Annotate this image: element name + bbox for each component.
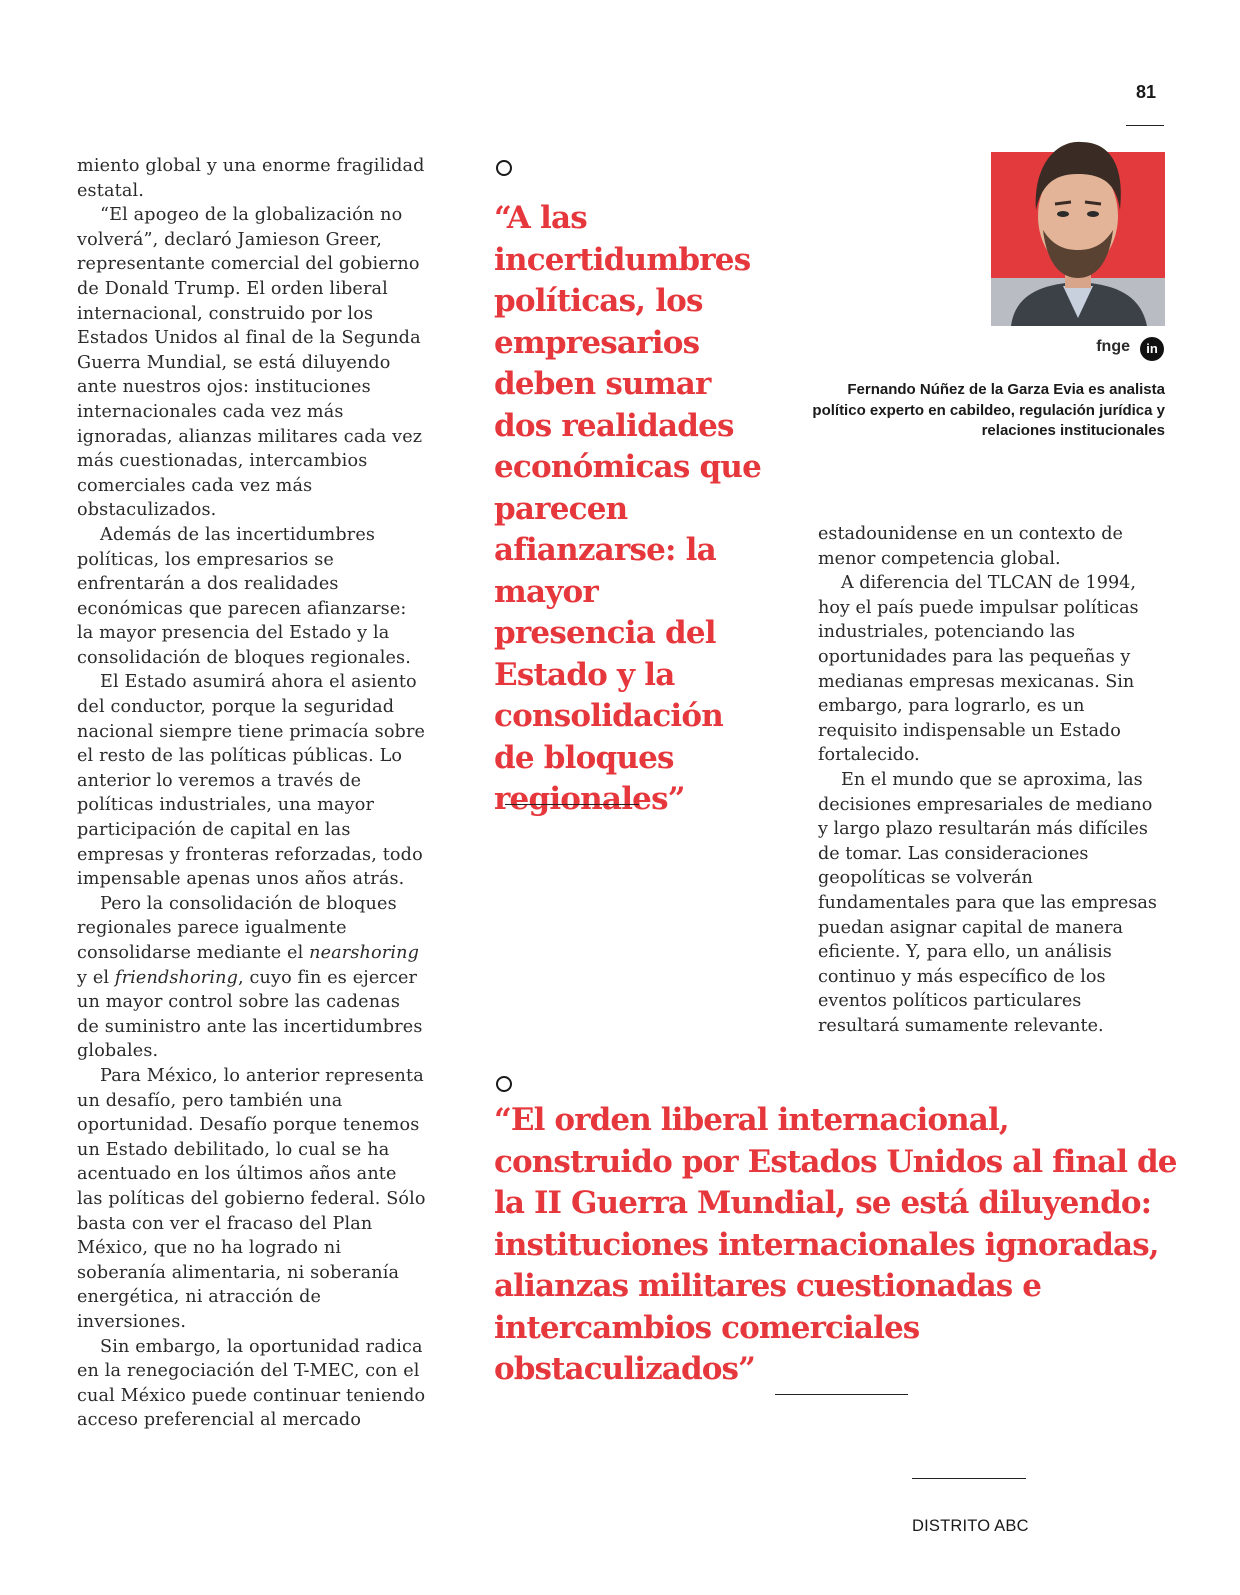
paragraph: Además de las incertidumbres políticas, los empresarios se enfrentarán a dos realidades económicas que parecen afianzarse: la mayor presencia del Estado y la consolidación de bloques regionales. <box>77 524 411 668</box>
paragraph: En el mundo que se aproxima, las decisiones empresariales de mediano y largo plazo resultarán más difíciles de tomar. Las consideraciones geopolíticas se volverán fundamentales para que las empresas puedan asignar capital de manera eficiente. Y, para ello, un análisis continuo y más específico de los eventos políticos particulares resultará sumamente relevante. <box>818 769 1157 1036</box>
circle-bullet-icon <box>496 1076 512 1092</box>
paragraph: Para México, lo anterior representa un desafío, pero también una oportunidad. Desafío porque tenemos un Estado debilitado, lo cual se ha acentuado en los últimos años ante las políticas del gobierno federal. Sólo basta con ver el fracaso del Plan México, que no ha logrado ni soberanía alimentaria, ni soberanía energética, ni atracción de inversiones. <box>77 1065 426 1332</box>
paragraph: estadounidense en un contexto de menor competencia global. <box>818 524 1123 569</box>
text-run: , cuyo fin es ejercer un mayor control sobre las cadenas de suministro ante las incertidumbres globales. <box>77 967 423 1062</box>
pull-quote: “El orden liberal internacional, construido por Estados Unidos al final de la II Guerra Mundial, se está diluyendo: instituciones internacionales ignoradas, alianzas militares cuestionadas e intercambios comerciales obstaculizados” <box>494 1102 1177 1387</box>
footer-rule <box>912 1478 1026 1479</box>
pull-quote: “A las incertidumbres políticas, los empresarios deben sumar dos realidades económicas que parecen afianzarse: la mayor presencia del Estado y la consolidación de bloques regionales” <box>494 200 762 817</box>
paragraph: A diferencia del TLCAN de 1994, hoy el país puede impulsar políticas industriales, potenciando las oportunidades para las pequeñas y medianas empresas mexicanas. Sin embargo, para lograrlo, es un requisito indispensable un Estado fortalecido. <box>818 573 1139 766</box>
emphasis: nearshoring <box>309 943 419 963</box>
author-bio: Fernando Núñez de la Garza Evia es analista político experto en cabildeo, regulación jurídica y relaciones institucionales <box>812 381 1165 439</box>
linkedin-icon[interactable]: in <box>1140 337 1164 361</box>
circle-bullet-icon <box>496 160 512 176</box>
paragraph <box>77 892 427 1064</box>
paragraph: Sin embargo, la oportunidad radica en la renegociación del T-MEC, con el cual México puede continuar teniendo acceso preferencial al mercado <box>77 1336 426 1431</box>
article-body-right <box>818 522 1163 1038</box>
text-run: Pero la consolidación de bloques regionales parece igualmente consolidarse mediante el <box>77 893 397 963</box>
paragraph: “El apogeo de la globalización no volverá”, declaró Jamieson Greer, representante comercial del gobierno de Donald Trump. El orden liberal internacional, construido por los Estados Unidos al final de la Segunda Guerra Mundial, se está diluyendo ante nuestros ojos: instituciones internacionales cada vez más ignoradas, alianzas militares cada vez más cuestionadas, intercambios comerciales cada vez más obstaculizados. <box>77 205 423 521</box>
article-body-left <box>77 154 427 1433</box>
paragraph: miento global y una enorme fragilidad estatal. <box>77 156 425 201</box>
author-handle: fnge <box>1096 338 1130 355</box>
paragraph: El Estado asumirá ahora el asiento del conductor, porque la seguridad nacional siempre tiene primacía sobre el resto de las políticas públicas. Lo anterior lo veremos a través de políticas industriales, una mayor participación de capital en las empresas y fronteras reforzadas, todo impensable apenas unos años atrás. <box>77 672 426 890</box>
quote-divider <box>505 804 639 805</box>
quote-divider <box>775 1394 908 1395</box>
emphasis: friendshoring <box>114 967 239 988</box>
author-portrait <box>991 118 1165 326</box>
text-run: y el <box>77 967 115 988</box>
publication-name: DISTRITO ABC <box>912 1517 1029 1535</box>
page-number: 81 <box>1135 82 1156 102</box>
